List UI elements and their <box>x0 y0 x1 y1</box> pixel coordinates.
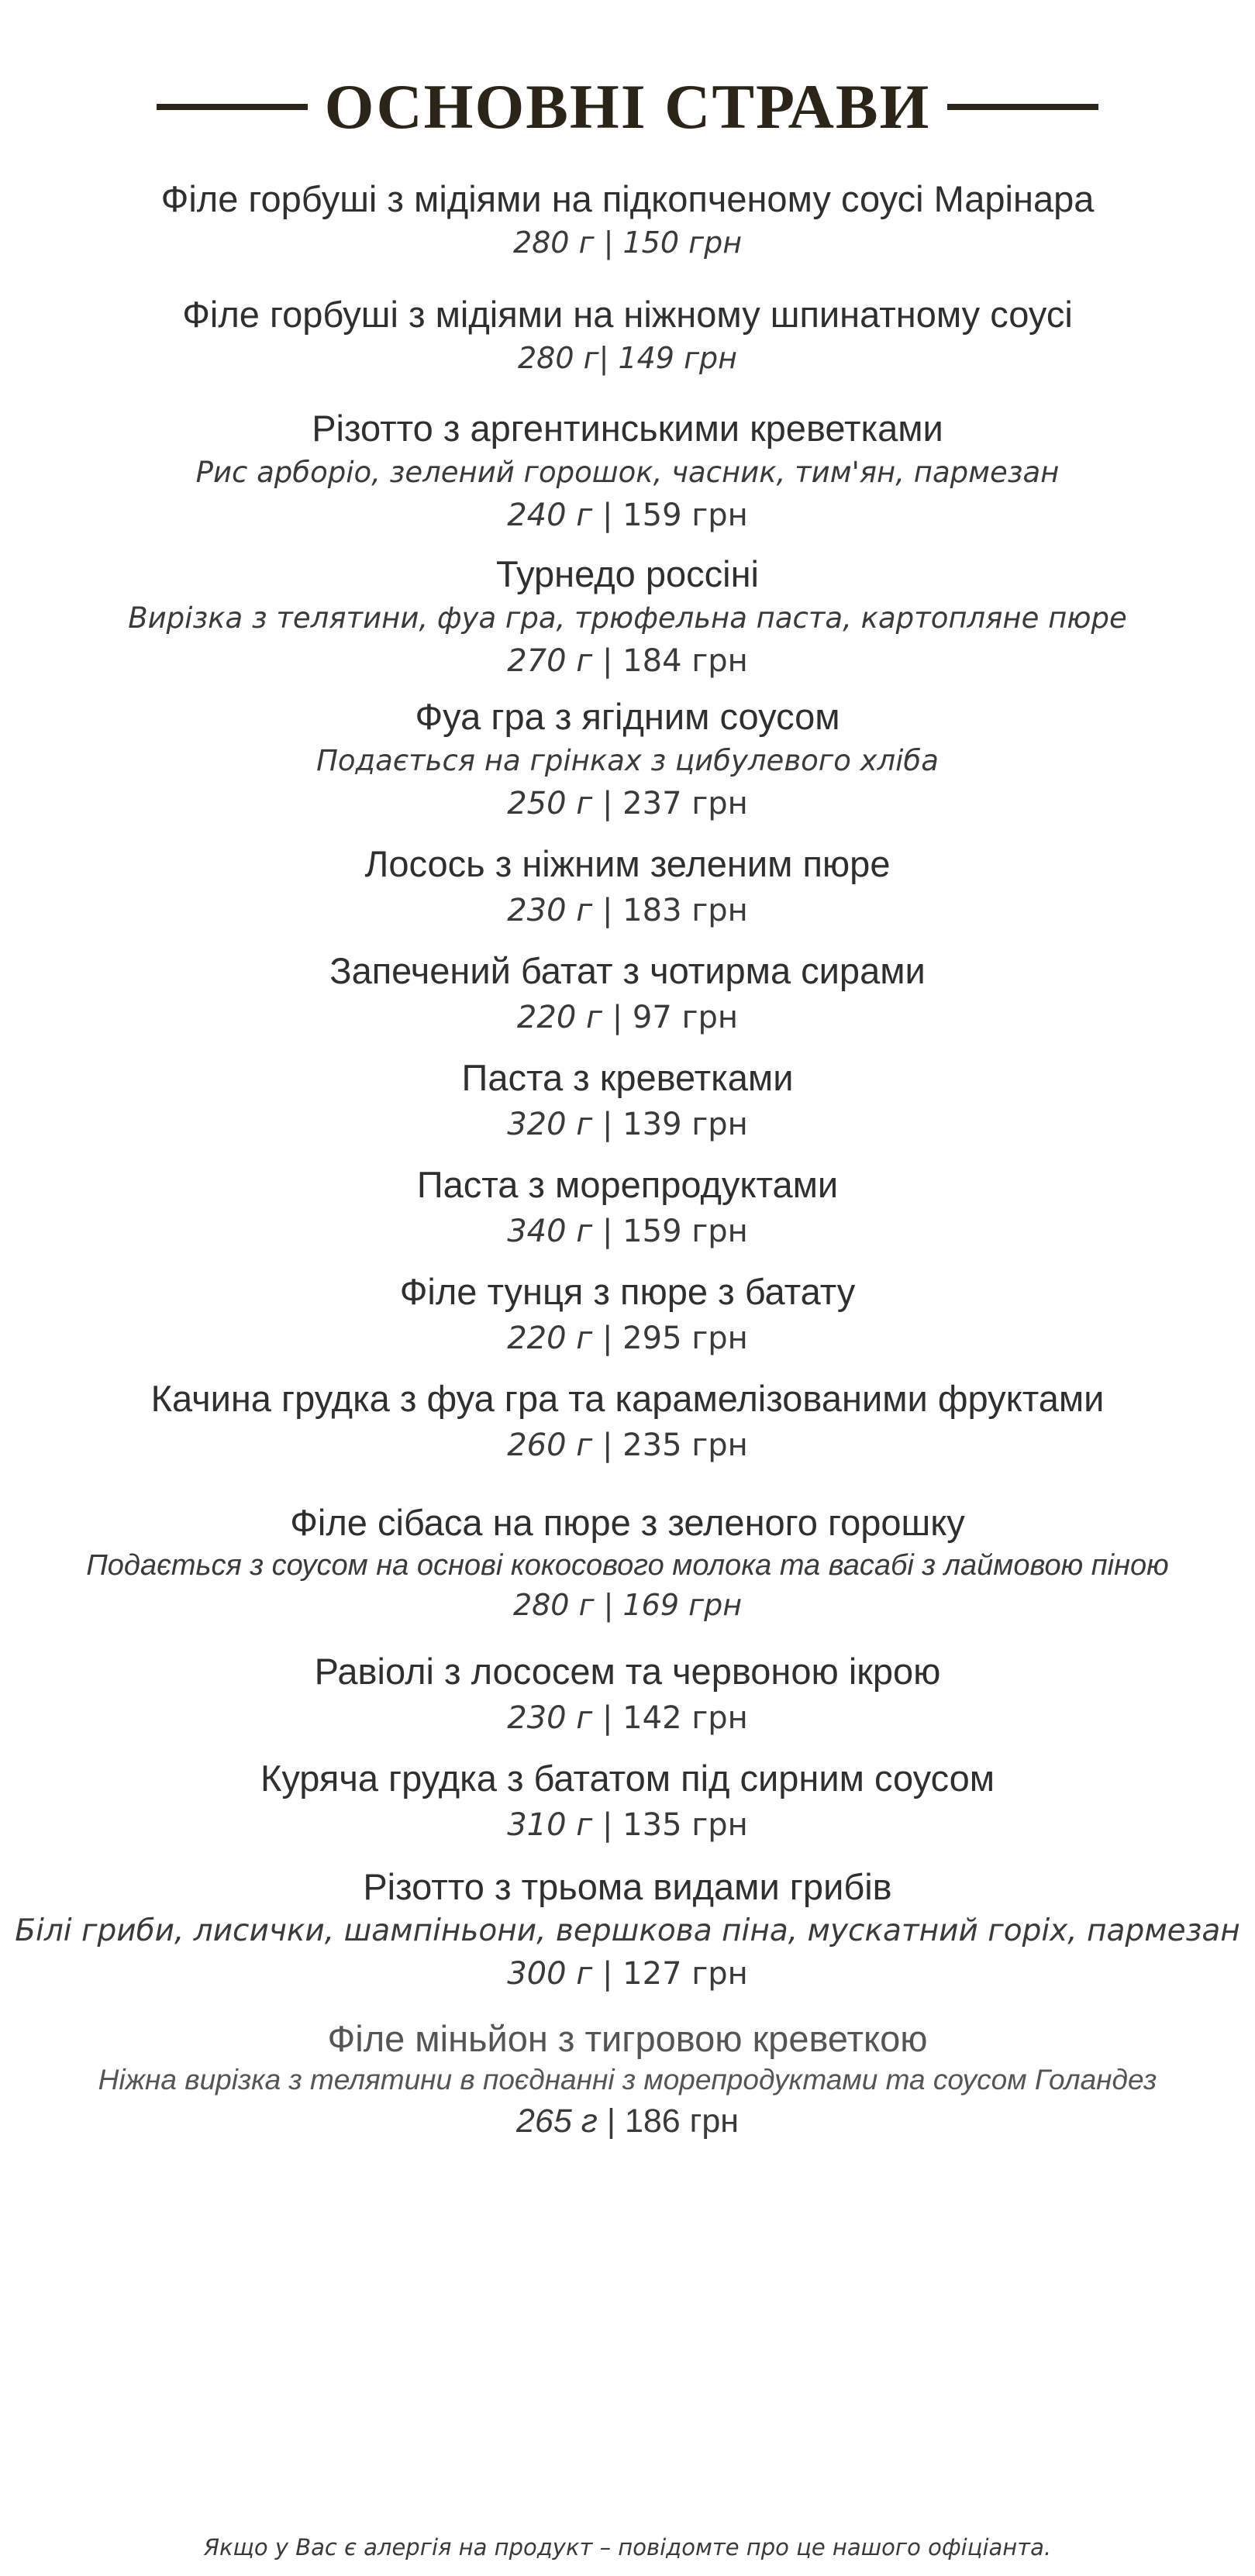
menu-item <box>0 1161 1255 1254</box>
dish-price-line: 230 г | 142 грн <box>507 1700 748 1736</box>
dish-price: 235 грн <box>622 1427 748 1463</box>
menu-item <box>0 1054 1255 1147</box>
dish-name: Паста з морепродуктами <box>416 1164 839 1205</box>
dish-price-line: 270 г | 184 грн <box>507 643 748 679</box>
dish-name: Філе міньйон з тигровою креветкою <box>327 2018 928 2059</box>
menu-item <box>0 2015 1255 2145</box>
dish-price-line: 230 г | 183 грн <box>507 893 748 928</box>
dish-price: 159 грн <box>622 1214 748 1249</box>
dish-price-line: 300 г | 127 грн <box>507 1956 748 1992</box>
dish-weight: 250 г <box>507 786 593 821</box>
dish-price-line: 280 г | 150 грн <box>512 226 743 260</box>
dish-name: Філе горбуші з мідіями на ніжному шпинатному соусі <box>182 294 1073 335</box>
allergy-note: Якщо у Вас є алергія на продукт – повідомте про це нашого офіціанта. <box>203 2534 1052 2561</box>
dish-price: 184 грн <box>622 643 748 679</box>
header-rule-left <box>157 104 308 110</box>
dish-weight: 320 г <box>507 1107 593 1142</box>
dish-price: 159 грн <box>622 498 748 533</box>
dish-weight: 310 г <box>507 1807 593 1843</box>
dish-weight: 340 г <box>507 1214 593 1249</box>
dish-price-line: 265 г | 186 грн <box>515 2102 740 2140</box>
dish-name: Філе горбуші з мідіями на підкопченому соусі Марінара <box>160 178 1095 219</box>
menu-item <box>0 550 1255 684</box>
dish-price: 97 грн <box>632 1000 739 1035</box>
dish-price: 127 грн <box>622 1956 748 1992</box>
menu-item <box>0 947 1255 1040</box>
dish-price-line: 260 г | 235 грн <box>507 1427 748 1463</box>
dish-description: Рис арборіо, зелений горошок, часник, тим'ян, пармезан <box>195 456 1060 489</box>
dish-name: Запечений батат з чотирма сирами <box>329 950 926 991</box>
dish-description: Вирізка з телятини, фуа гра, трюфельна паста, картопляне пюре <box>128 601 1127 635</box>
section-title: ОСНОВНІ СТРАВИ <box>324 71 931 142</box>
header-rule-right <box>947 104 1098 110</box>
menu-item <box>0 1648 1255 1741</box>
dish-name: Філе тунця з пюре з батату <box>399 1271 856 1312</box>
dish-price: 150 грн <box>622 226 743 260</box>
dish-name: Філе сібаса на пюре з зеленого горошку <box>290 1502 965 1543</box>
dish-name: Качина грудка з фуа гра та карамелізованими фруктами <box>150 1378 1105 1419</box>
dish-name: Фуа гра з ягідним соусом <box>415 696 840 737</box>
menu-item <box>0 291 1255 377</box>
dish-price-line: 240 г | 159 грн <box>507 498 748 533</box>
dish-description: Подається з соусом на основі кокосового молока та васабі з лаймовою піною <box>86 1549 1169 1582</box>
dish-price-line: 220 г | 97 грн <box>516 1000 739 1035</box>
menu-item <box>0 1268 1255 1361</box>
menu-item <box>0 693 1255 826</box>
dish-price: 149 грн <box>618 341 737 375</box>
dish-price-line: 250 г | 237 грн <box>507 786 748 821</box>
dish-price: 183 грн <box>622 893 748 928</box>
dish-weight: 280 г <box>512 226 595 260</box>
dish-price: 169 грн <box>622 1588 743 1622</box>
dish-description: Білі гриби, лисички, шампіньони, вершкова піна, мускатний горіх, пармезан <box>15 1913 1240 1948</box>
dish-price: 139 грн <box>622 1107 748 1142</box>
dish-name: Лосось з ніжним зеленим пюре <box>364 843 891 884</box>
dish-price: 186 грн <box>624 2102 740 2140</box>
dish-weight: 230 г <box>507 1700 593 1736</box>
dish-price-line: 310 г | 135 грн <box>507 1807 748 1843</box>
dish-price: 295 грн <box>622 1321 748 1356</box>
dish-price-line: 280 г| 149 грн <box>517 341 737 375</box>
dish-price: 135 грн <box>622 1807 748 1843</box>
dish-weight: 230 г <box>507 893 593 928</box>
dish-weight: 260 г <box>507 1427 593 1463</box>
dish-description: Подається на грінках з цибулевого хліба <box>316 744 939 777</box>
menu-item <box>0 405 1255 538</box>
dish-name: Різотто з трьома видами грибів <box>363 1866 892 1907</box>
menu-item <box>0 1755 1255 1848</box>
dish-description: Ніжна вирізка з телятини в поєднанні з морепродуктами та соусом Голандез <box>98 2064 1157 2096</box>
dish-weight: 280 г <box>517 341 599 375</box>
dish-weight: 220 г <box>516 1000 602 1035</box>
dish-weight: 270 г <box>507 643 593 679</box>
dish-name: Куряча грудка з бататом під сирним соусом <box>260 1758 995 1799</box>
dish-weight: 220 г <box>507 1321 593 1356</box>
menu-item <box>0 1863 1255 1996</box>
dish-weight: 240 г <box>507 498 593 533</box>
dish-price-line: 280 г | 169 грн <box>512 1588 743 1622</box>
dish-price: 142 грн <box>622 1700 748 1736</box>
dish-price: 237 грн <box>622 786 748 821</box>
dish-name: Паста з креветками <box>461 1057 794 1098</box>
menu-item <box>0 840 1255 933</box>
dish-name: Турнедо россіні <box>496 553 759 594</box>
dish-price-line: 340 г | 159 грн <box>507 1214 748 1249</box>
dish-price-line: 320 г | 139 грн <box>507 1107 748 1142</box>
menu-item <box>0 1499 1255 1626</box>
menu-header <box>0 68 1255 146</box>
dish-weight: 265 г <box>515 2102 598 2140</box>
menu-item <box>0 175 1255 262</box>
dish-weight: 300 г <box>507 1956 593 1992</box>
dish-price-line: 220 г | 295 грн <box>507 1321 748 1356</box>
dish-weight: 280 г <box>512 1588 595 1622</box>
dish-name: Равіолі з лососем та червоною ікрою <box>314 1651 941 1692</box>
dish-name: Різотто з аргентинськими креветками <box>312 408 943 449</box>
menu-item <box>0 1375 1255 1468</box>
